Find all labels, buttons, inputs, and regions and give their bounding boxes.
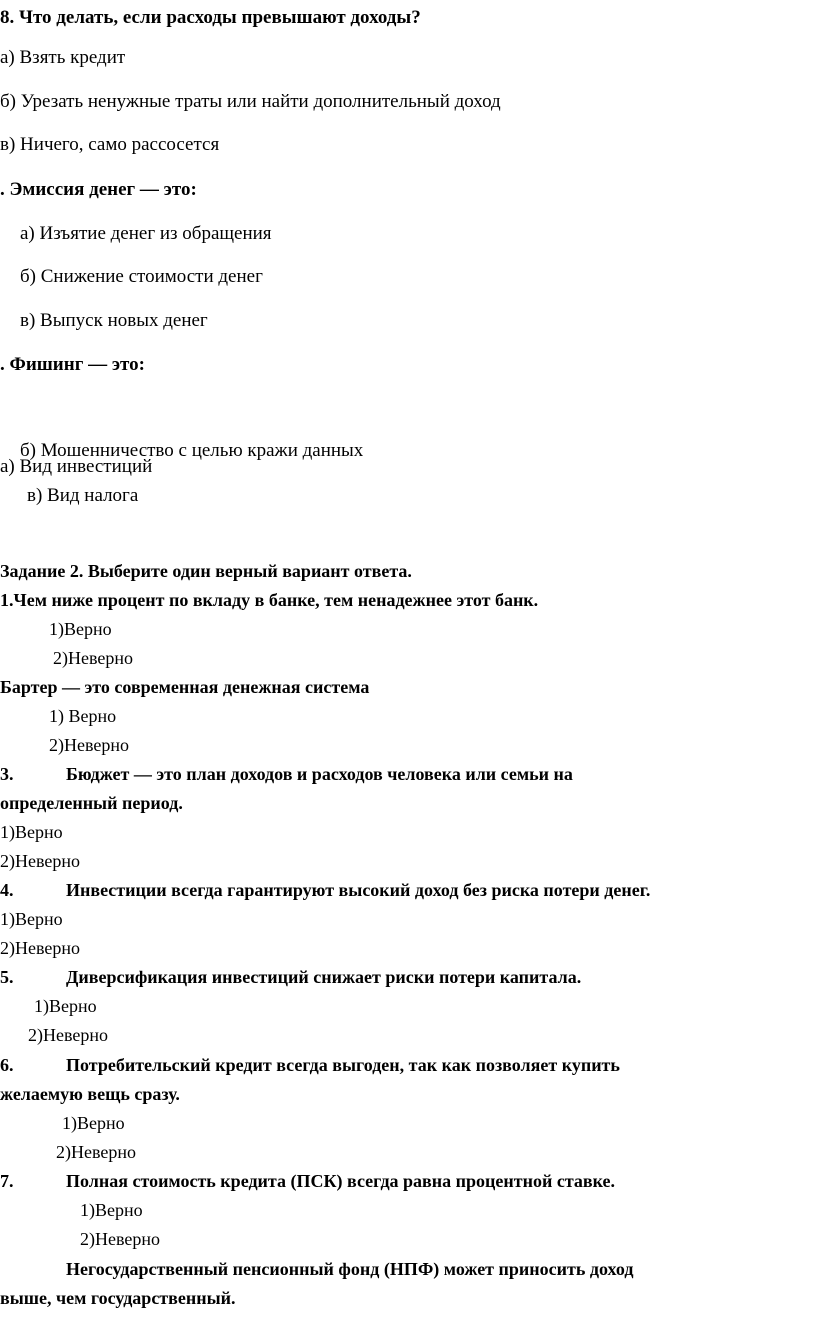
statement: Полная стоимость кредита (ПСК) всегда равна процентной ставке.: [66, 1171, 616, 1191]
option-false: 2)Неверно: [0, 938, 80, 958]
statement: Потребительский кредит всегда выгоден, так как позволяет купить: [66, 1055, 620, 1075]
answer-option: а) Вид инвестиций: [0, 456, 153, 477]
option-false: 2)Неверно: [28, 1025, 108, 1045]
option-true: 1)Верно: [0, 909, 63, 929]
statement-number: 6.: [0, 1055, 14, 1075]
answer-option: б) Снижение стоимости денег: [20, 266, 263, 287]
option-false: 2)Неверно: [53, 648, 133, 668]
option-false: 2)Неверно: [56, 1142, 136, 1162]
task-heading: Задание 2. Выберите один верный вариант ответа.: [0, 561, 412, 581]
question-emission: . Эмиссия денег — это:: [0, 179, 197, 200]
option-true: 1)Верно: [0, 822, 63, 842]
statement: Бартер — это современная денежная система: [0, 677, 370, 697]
option-true: 1)Верно: [34, 996, 97, 1016]
answer-option: в) Вид налога: [27, 485, 139, 506]
answer-option: а) Изъятие денег из обращения: [20, 223, 272, 244]
answer-option: в) Ничего, само рассосется: [0, 134, 220, 155]
statement-continued: определенный период.: [0, 793, 183, 813]
option-true: 1)Верно: [49, 619, 112, 639]
option-true: 1)Верно: [80, 1200, 143, 1220]
option-false: 2)Неверно: [80, 1229, 160, 1249]
option-false: 2)Неверно: [0, 851, 80, 871]
statement: Бюджет — это план доходов и расходов человека или семьи на: [66, 764, 573, 784]
statement: 1.Чем ниже процент по вкладу в банке, тем ненадежнее этот банк.: [0, 590, 539, 610]
answer-option: в) Выпуск новых денег: [20, 310, 208, 331]
question-8: 8. Что делать, если расходы превышают доходы?: [0, 7, 421, 28]
answer-option: а) Взять кредит: [0, 47, 126, 68]
statement-number: 5.: [0, 967, 14, 987]
statement: Инвестиции всегда гарантируют высокий доход без риска потери денег.: [66, 880, 651, 900]
answer-option: б) Мошенничество с целью кражи данных: [20, 440, 364, 461]
statement-continued: выше, чем государственный.: [0, 1288, 236, 1308]
option-true: 1)Верно: [62, 1113, 125, 1133]
question-phishing: . Фишинг — это:: [0, 354, 145, 375]
option-true: 1) Верно: [49, 706, 117, 726]
option-false: 2)Неверно: [49, 735, 129, 755]
statement-continued: желаемую вещь сразу.: [0, 1084, 180, 1104]
statement-number: 7.: [0, 1171, 14, 1191]
statement-number: 3.: [0, 764, 14, 784]
statement: Диверсификация инвестиций снижает риски потери капитала.: [66, 967, 582, 987]
answer-option: б) Урезать ненужные траты или найти дополнительный доход: [0, 91, 501, 112]
statement-number: 4.: [0, 880, 14, 900]
statement: Негосударственный пенсионный фонд (НПФ) может приносить доход: [66, 1259, 634, 1279]
